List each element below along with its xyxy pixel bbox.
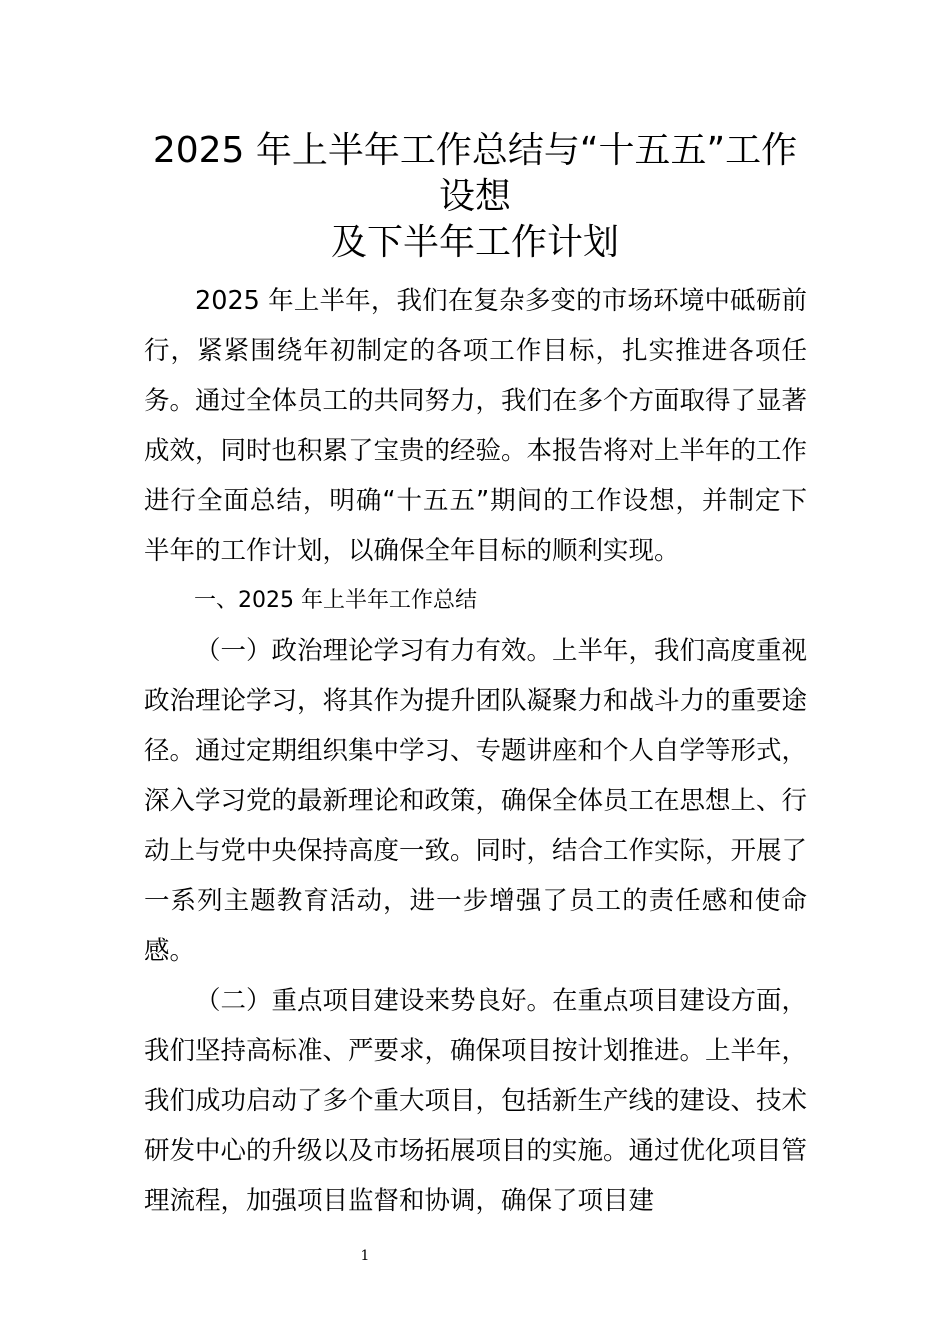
title-line-3: 及下半年工作计划 [330, 222, 619, 263]
paragraph-key-projects: （二）重点项目建设来势良好。在重点项目建设方面，我们坚持高标准、严要求，确保项目按计划推进。上半年，我们成功启动了多个重大项目，包括新生产线的建设、技术研发中心的升级以及市场拓展项目的实施。通过优化项目管理流程，加强项目监督和协调，确保了项目建 [144, 986, 808, 1216]
title-line-2: 设想 [438, 176, 511, 217]
paragraph-political-study: （一）政治理论学习有力有效。上半年，我们高度重视政治理论学习，将其作为提升团队凝聚力和战斗力的重要途径。通过定期组织集中学习、专题讲座和个人自学等形式，深入学习党的最新理论和政策，确保全体员工在思想上、行动上与党中央保持高度一致。同时，结合工作实际，开展了一系列主题教育活动，进一步增强了员工的责任感和使命感。 [144, 636, 808, 966]
section-heading: 一、2025 年上半年工作总结 [194, 588, 477, 613]
intro-paragraph: 2025 年上半年，我们在复杂多变的市场环境中砥砺前行，紧紧围绕年初制定的各项工作目标，扎实推进各项任务。通过全体员工的共同努力，我们在多个方面取得了显著成效，同时也积累了宝贵的经验。本报告将对上半年的工作进行全面总结，明确“十五五”期间的工作设想，并制定下半年的工作计划，以确保全年目标的顺利实现。 [144, 286, 808, 566]
document-title [140, 128, 810, 266]
title-line-1: 2025 年上半年工作总结与“十五五”工作 [152, 130, 798, 171]
page-number: 1 [360, 1248, 370, 1264]
document-body [144, 276, 807, 1226]
